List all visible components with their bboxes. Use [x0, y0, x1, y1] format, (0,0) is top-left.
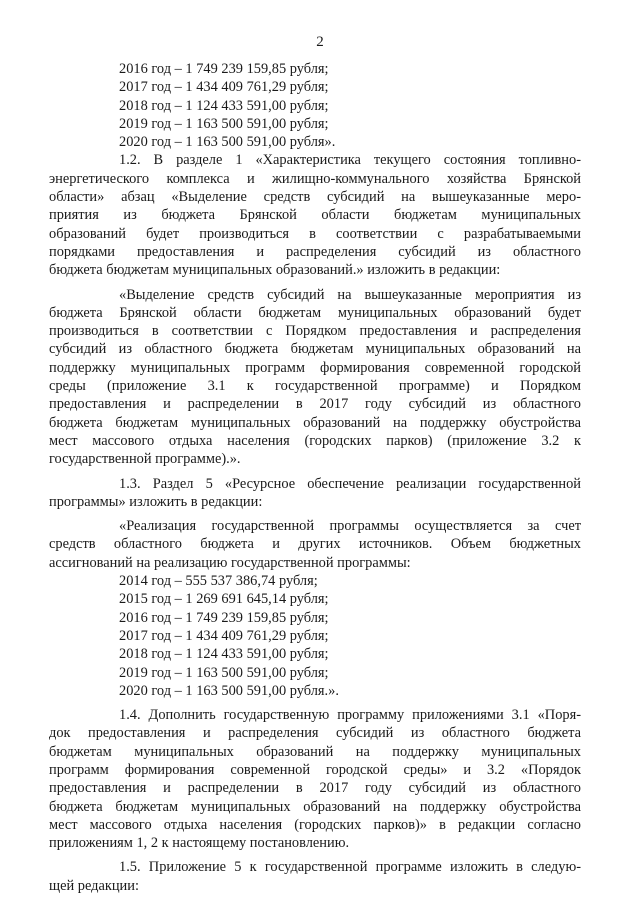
- quoted-paragraph-1: [49, 286, 581, 469]
- year-line: 2019 год – 1 163 500 591,00 рубля;: [119, 664, 329, 681]
- year-line: 2015 год – 1 269 691 645,14 рубля;: [119, 591, 329, 608]
- paragraph-line: области» абзац «Выделение средств субсидий на вышеуказанные меро-: [49, 189, 581, 206]
- paragraph-line: государственной программе).».: [49, 451, 241, 468]
- paragraph-line: бюджета Брянской области бюджетам муниципальных образований будет: [49, 304, 581, 321]
- quoted-paragraph-2: [49, 517, 581, 572]
- paragraph-line: приложениям 1, 2 к настоящему постановлению.: [49, 835, 350, 852]
- paragraph-line: образований будет производиться в соответствии с разрабатываемыми: [49, 225, 581, 242]
- years-list-2: [119, 572, 581, 700]
- year-line: 2018 год – 1 124 433 591,00 рубля;: [119, 97, 329, 114]
- paragraph-1-5: [49, 858, 581, 895]
- paragraph-line: мест массового отдыха населения (городских парков)» в редакции согласно: [49, 816, 581, 833]
- document-body: [49, 60, 581, 895]
- year-line: 2020 год – 1 163 500 591,00 рубля».: [119, 134, 336, 151]
- paragraph-line: предоставления и распределении в 2017 году субсидий из областного: [49, 780, 581, 797]
- year-line: 2016 год – 1 749 239 159,85 рубля;: [119, 609, 329, 626]
- paragraph-line: приятия из бюджета Брянской области бюджетам муниципальных: [49, 207, 581, 224]
- paragraph-line: программ формирования современной городской среды» и 3.2 «Порядок: [49, 761, 581, 778]
- paragraph-line: программы» изложить в редакции:: [49, 493, 263, 510]
- paragraph-line: энергетического комплекса и жилищно-коммунального хозяйства Брянской: [49, 170, 581, 187]
- paragraph-line: поддержку муниципальных программ формирования современной городской: [49, 359, 581, 376]
- paragraph-line: бюджета бюджетам муниципальных образований.» изложить в редакции:: [49, 262, 501, 279]
- year-line: 2017 год – 1 434 409 761,29 рубля;: [119, 627, 329, 644]
- paragraph-1-4: [49, 706, 581, 852]
- paragraph-line: ассигнований на реализацию государственной программы:: [49, 554, 411, 571]
- paragraph-line: бюджета бюджетам муниципальных образований на поддержку обустройства: [49, 798, 581, 815]
- year-line: 2014 год – 555 537 386,74 рубля;: [119, 573, 318, 590]
- paragraph-1-3: [49, 475, 581, 512]
- paragraph-line: бюджетам муниципальных образований на поддержку муниципальных: [49, 743, 581, 760]
- year-line: 2019 год – 1 163 500 591,00 рубля;: [119, 115, 329, 132]
- paragraph-line: средств областного бюджета и других источников. Объем бюджетных: [49, 536, 581, 553]
- year-line: 2018 год – 1 124 433 591,00 рубля;: [119, 646, 329, 663]
- paragraph-line: 1.5. Приложение 5 к государственной программе изложить в следую-: [119, 859, 581, 876]
- paragraph-line: предоставления и распределении в 2017 году субсидий из областного: [49, 396, 581, 413]
- paragraph-line: 1.4. Дополнить государственную программу приложениями 3.1 «Поря-: [119, 707, 581, 724]
- paragraph-line: «Выделение средств субсидий на вышеуказанные мероприятия из: [119, 286, 581, 303]
- paragraph-line: порядками предоставления и распределения субсидий из областного: [49, 243, 581, 260]
- page-number: 2: [316, 34, 324, 50]
- year-line: 2016 год – 1 749 239 159,85 рубля;: [119, 61, 329, 77]
- paragraph-line: производиться в соответствии с Порядком предоставления и распределения: [49, 323, 581, 340]
- paragraph-line: бюджета бюджетам муниципальных образований на поддержку обустройства: [49, 414, 581, 431]
- paragraph-line: мест массового отдыха населения (городских парков) (приложение 3.2 к: [49, 432, 581, 449]
- paragraph-line: щей редакции:: [49, 877, 139, 894]
- paragraph-line: «Реализация государственной программы осуществляется за счет: [119, 518, 581, 535]
- year-line: 2020 год – 1 163 500 591,00 рубля.».: [119, 682, 339, 699]
- paragraph-line: 1.2. В разделе 1 «Характеристика текущего состояния топливно-: [119, 152, 581, 169]
- paragraph-line: среды (приложение 3.1 к государственной программе) и Порядком: [49, 378, 581, 395]
- paragraph-line: субсидий из областного бюджета бюджетам муниципальных образований на: [49, 341, 581, 358]
- years-list-1: [119, 60, 581, 151]
- paragraph-line: док предоставления и распределения субсидий из областного бюджета: [49, 725, 581, 742]
- paragraph-line: 1.3. Раздел 5 «Ресурсное обеспечение реализации государственной: [119, 475, 581, 492]
- year-line: 2017 год – 1 434 409 761,29 рубля;: [119, 79, 329, 96]
- paragraph-1-2: [49, 151, 581, 279]
